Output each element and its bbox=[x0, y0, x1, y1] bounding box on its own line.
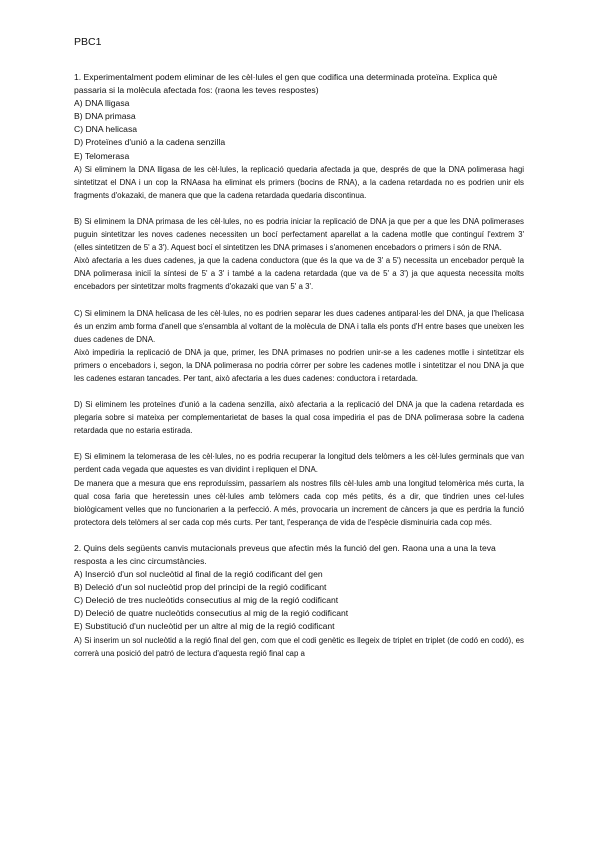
question-1-option: E) Telomerasa bbox=[74, 150, 130, 161]
answer-1e bbox=[74, 450, 524, 529]
document-title: PBC1 bbox=[74, 36, 102, 48]
question-2-text: 2. Quins dels següents canvis mutacionals preveus que afectin més la funció del gen. Raona una a una la teva resposta a les cinc circumstàncies. bbox=[74, 542, 496, 566]
question-2-option: A) Inserció d'un sol nucleòtid al final de la regió codificant del gen bbox=[74, 569, 323, 580]
answer-1b bbox=[74, 215, 524, 294]
answer-paragraph: De manera que a mesura que ens reproduíssim, passaríem als nostres fills cèl·lules amb una longitud telomèrica més curta, la qual cosa faria que heretessin unes cèl·lules amb telòmers cada cop més petits, és a dir, que tindrien unes cel·lules biològicament velles que no funcionarien a la perfecció. A més, provocaria un increment de càncers ja que es perdria la funció protectora dels telòmers al ser cada cop més curts. Per tant, l'esperança de vida de l'espècie disminuiria cada cop més. bbox=[74, 478, 524, 527]
question-1-option: C) DNA helicasa bbox=[74, 124, 138, 135]
answer-paragraph: E) Si eliminem la telomerasa de les cèl·lules, no es podria recuperar la longitud dels telòmers a les cèl·lules germinals que van perdent cada vegada que aquestes es van dividint i repliquen el DNA. bbox=[74, 452, 524, 475]
question-2-option: E) Substitució d'un nucleòtid per un altre al mig de la regió codificant bbox=[74, 621, 335, 632]
answer-paragraph: B) Si eliminem la DNA primasa de les cèl·lules, no es podria iniciar la replicació de DNA ja que per a que les DNA polimerases puguin sintetitzar les noves cadenes necessiten un bocí perfectament aparellat a la cadena motlle que continguí l'extrem 3' (elles sintetitzen de 5' a 3'). Aquest bocí el sintetitzen les DNA primases i s'anomenen encebadors o primers i són de RNA. bbox=[74, 216, 524, 253]
question-1-option: B) DNA primasa bbox=[74, 111, 136, 122]
question-2-option: C) Deleció de tres nucleòtids consecutius al mig de la regió codificant bbox=[74, 595, 339, 606]
answer-1d bbox=[74, 398, 524, 437]
answer-paragraph: C) Si eliminem la DNA helicasa de les cèl·lules, no es podrien separar les dues cadenes antiparal·les del DNA, ja que l'helicasa és un enzim amb forma d'anell que s'ensambla al voltant de la molècula de DNA i talla els ponts d'H entre bases que uneixen les dues cadenes de DNA. bbox=[74, 308, 524, 344]
answer-paragraph: D) Si eliminem les proteïnes d'unió a la cadena senzilla, això afectaria a la replicació del DNA ja que la cadena retardada es plegaria sobre si mateixa per complementarietat de bases la qual cosa impediria el pas de DNA polimerasa sobre la cadena retardada que no estaria estirada. bbox=[74, 400, 524, 436]
question-1-option: D) Proteïnes d'unió a la cadena senzilla bbox=[74, 137, 226, 148]
answer-paragraph: Això impediria la replicació de DNA ja que, primer, les DNA primases no podrien unir-se a les cadenes motlle i sintetitzar els primers o encebadors i, segon, la DNA polimerasa no podria córrer per sobre les cadenes motlle i sintetitzar el nou DNA ja que les cadenes estaran tancades. Per tant, això afectaria a les dues cadenes: conductora i retardada. bbox=[74, 347, 524, 383]
question-1-option: A) DNA lligasa bbox=[74, 98, 130, 109]
question-1-text: 1. Experimentalment podem eliminar de les cèl·lules el gen que codifica una determinada proteïna. Explica què passaria si la molècula afectada fos: (raona les teves respostes) bbox=[74, 72, 498, 96]
answer-paragraph: Això afectaria a les dues cadenes, ja que la cadena conductora (que és la que va de 3' a 5') necessita un encebador perquè la DNA polimerasa iniciï la síntesi de 5' a 3' i també a la cadena retardada (que va de 5' a 3') ja que aquesta necessita molts encebadors per sintetitzar molts fragments d'okazaki que van 5' a 3'. bbox=[74, 256, 524, 292]
answer-1c bbox=[74, 307, 524, 386]
question-2-option: B) Deleció d'un sol nucleòtid prop del principi de la regió codificant bbox=[74, 582, 327, 593]
answer-paragraph: A) Si eliminem la DNA lligasa de les cèl·lules, la replicació quedaria afectada ja que, després de que la DNA polimerasa hagi sintetitzat el DNA i un cop la RNAasa ha eliminat els primers (bocins de RNA), a la cadena retardada no es podrien unir els fragments d'okazaki, de manera que que la cadena retardada quedaria discontinua. bbox=[74, 164, 524, 200]
question-2-option: D) Deleció de quatre nucleòtids consecutius al mig de la regió codificant bbox=[74, 608, 349, 619]
answer-1a bbox=[74, 163, 524, 202]
question-1 bbox=[74, 71, 524, 529]
question-2 bbox=[74, 542, 524, 660]
answer-2a-start: A) Si inserim un sol nucleòtid a la regió final del gen, com que el codi genètic es llegeix de triplet en triplet (de codó en codó), es correrà una posició del patró de lectura d'aquesta regió final cap a bbox=[74, 635, 524, 658]
